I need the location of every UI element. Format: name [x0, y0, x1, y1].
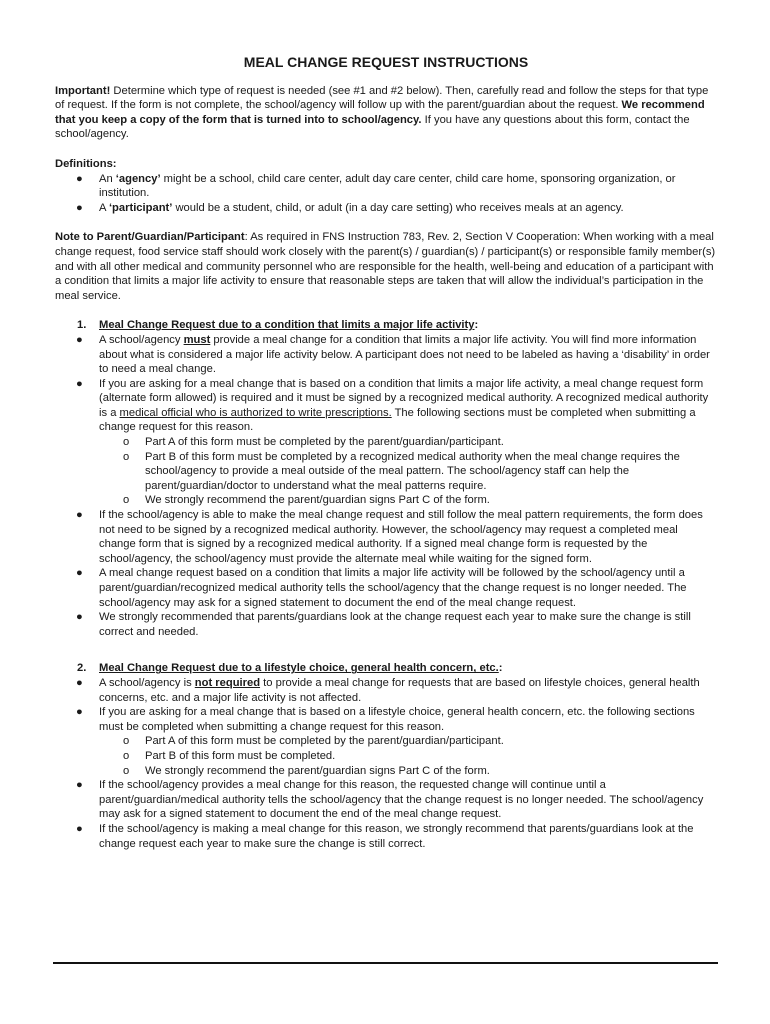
list-item: ● A meal change request based on a condition that limits a major life activity will be followed by the school/agency until a parent/guardian/recognized medical authority tells the school/agency that the change request is no longer needed. The school/agency may ask for a signed statement to document the end of the meal change request.	[76, 567, 687, 609]
circle-bullet-icon: o	[123, 764, 130, 777]
circle-bullet-icon: o	[123, 450, 130, 463]
bullet-icon: ●	[76, 201, 83, 214]
circle-bullet-icon: o	[123, 749, 130, 762]
definitions-heading: Definitions:	[55, 157, 117, 170]
section-2-heading: 2. Meal Change Request due to a lifestyle choice, general health concern, etc.:	[77, 662, 503, 675]
bullet-icon: ●	[76, 509, 83, 522]
circle-bullet-icon: o	[123, 494, 130, 507]
bullet-icon: ●	[76, 567, 83, 580]
bullet-icon: ●	[76, 676, 83, 689]
section-1-sublist	[55, 435, 717, 508]
sublist-item: o We strongly recommend the parent/guardian signs Part C of the form.	[123, 494, 490, 507]
intro-paragraph: Important! Determine which type of request is needed (see #1 and #2 below). Then, carefully read and follow the steps for that type of request. If the form is not complete, the school/agency will follow up with the parent/guardian about the request. We recommend that you keep a copy of the form that is turned into to school/agency. If you have any questions about this form, contact the school/agency.	[55, 84, 709, 141]
page-title: MEAL CHANGE REQUEST INSTRUCTIONS	[243, 54, 529, 70]
footer-divider	[53, 962, 718, 964]
intro-label: Important!	[55, 84, 111, 97]
circle-bullet-icon: o	[123, 436, 130, 449]
sublist-item: o Part B of this form must be completed by a recognized medical authority when the meal change requires the school/agency to provide a meal outside of the meal pattern. The school/agency staff can help the parent/guardian/doctor to understand what the meal patterns require.	[123, 450, 680, 492]
list-item: ● If the school/agency provides a meal change for this reason, the requested change will continue until a parent/guardian/medical authority tells the school/agency that the change request is no longer needed. The school/agency may ask for a signed statement to document the end of the meal change request.	[76, 779, 704, 821]
list-item: ● If the school/agency is able to make the meal change request and still follow the meal pattern requirements, the form does not need to be signed by a recognized medical authority. However, the school/agency may request a completed meal change form that is signed by a recognized medical authority. If a signed meal change form is requested by the school/agency, the school/agency must provide the alternate meal while waiting for the signed form.	[76, 509, 703, 565]
section-1-list	[55, 333, 717, 639]
list-item: ● We strongly recommended that parents/guardians look at the change request each year to make sure the change is still correct and needed.	[76, 611, 691, 638]
list-item: ● If you are asking for a meal change that is based on a condition that limits a major life activity, a meal change request form (alternate form allowed) is required and it must be signed by a recognized medical authority. A recognized medical authority is a medical official who is authorized to write prescriptions. The following sections must be completed when submitting a change request for this reason. o Part A of this form must be completed by the parent/guardian/participant. o Part B of this form must be completed by a recognized medical authority when the meal change requires the school/agency to provide a meal outside of the meal pattern. The school/agency staff can help the parent/guardian/doctor to understand what the meal patterns require. o We strongly recommend the parent/guardian signs Part C of the form.	[55, 377, 717, 508]
list-item: ● A ‘participant’ would be a student, child, or adult (in a day care setting) who receives meals at an agency.	[76, 201, 624, 214]
section-2-sublist	[55, 734, 717, 778]
list-item: ● An ‘agency’ might be a school, child care center, adult day care center, child care home, sponsoring organization, or institution.	[76, 172, 676, 200]
list-item: ● If you are asking for a meal change that is based on a lifestyle choice, general health concern, etc. the following sections must be completed when submitting a change request for this reason. o Part A of this form must be completed by the parent/guardian/participant. o Part B of this form must be completed. o We strongly recommend the parent/guardian signs Part C of the form.	[55, 705, 717, 778]
sublist-item: o Part A of this form must be completed by the parent/guardian/participant.	[123, 735, 504, 748]
list-item: ● If the school/agency is making a meal change for this reason, we strongly recommend that parents/guardians look at the change request each year to make sure the change is still correct.	[76, 822, 694, 850]
list-item: ● A school/agency must provide a meal change for a condition that limits a major life activity. You will find more information about what is considered a major life activity below. A participant does not need to be labeled as having a ‘disability’ in order to need a meal change.	[76, 333, 710, 376]
list-item: ● A school/agency is not required to provide a meal change for requests that are based on lifestyle choices, general health concerns, etc. and a major life activity is not affected.	[76, 676, 700, 704]
definitions-list	[55, 172, 717, 216]
intro-recommendation: We recommend that you keep a copy of the form that is turned into to school/agency.	[55, 99, 705, 126]
bullet-icon: ●	[76, 172, 83, 185]
section-1-heading: 1. Meal Change Request due to a condition that limits a major life activity:	[77, 319, 479, 332]
document-page	[55, 55, 717, 851]
sublist-item: o Part B of this form must be completed.	[123, 749, 336, 762]
note-paragraph: Note to Parent/Guardian/Participant: As required in FNS Instruction 783, Rev. 2, Section V Cooperation: When working with a meal change request, food service staff should work closely with the parent(s) / guardian(s) / participant(s) or responsible family member(s) and with all other medical and community personnel who are responsible for the health, well-being and education of a participant with a condition that limits a major life activity to ensure that reasonable steps are taken that will allow the individual’s participation in the meal service.	[55, 231, 716, 302]
sublist-item: o Part A of this form must be completed by the parent/guardian/participant.	[123, 436, 504, 449]
circle-bullet-icon: o	[123, 735, 130, 748]
section-2-list	[55, 676, 717, 851]
sublist-item: o We strongly recommend the parent/guardian signs Part C of the form.	[123, 764, 490, 777]
bullet-icon: ●	[76, 779, 83, 792]
bullet-icon: ●	[76, 333, 83, 346]
bullet-icon: ●	[76, 611, 83, 624]
bullet-icon: ●	[76, 377, 83, 390]
bullet-icon: ●	[76, 822, 83, 835]
bullet-icon: ●	[76, 706, 83, 719]
